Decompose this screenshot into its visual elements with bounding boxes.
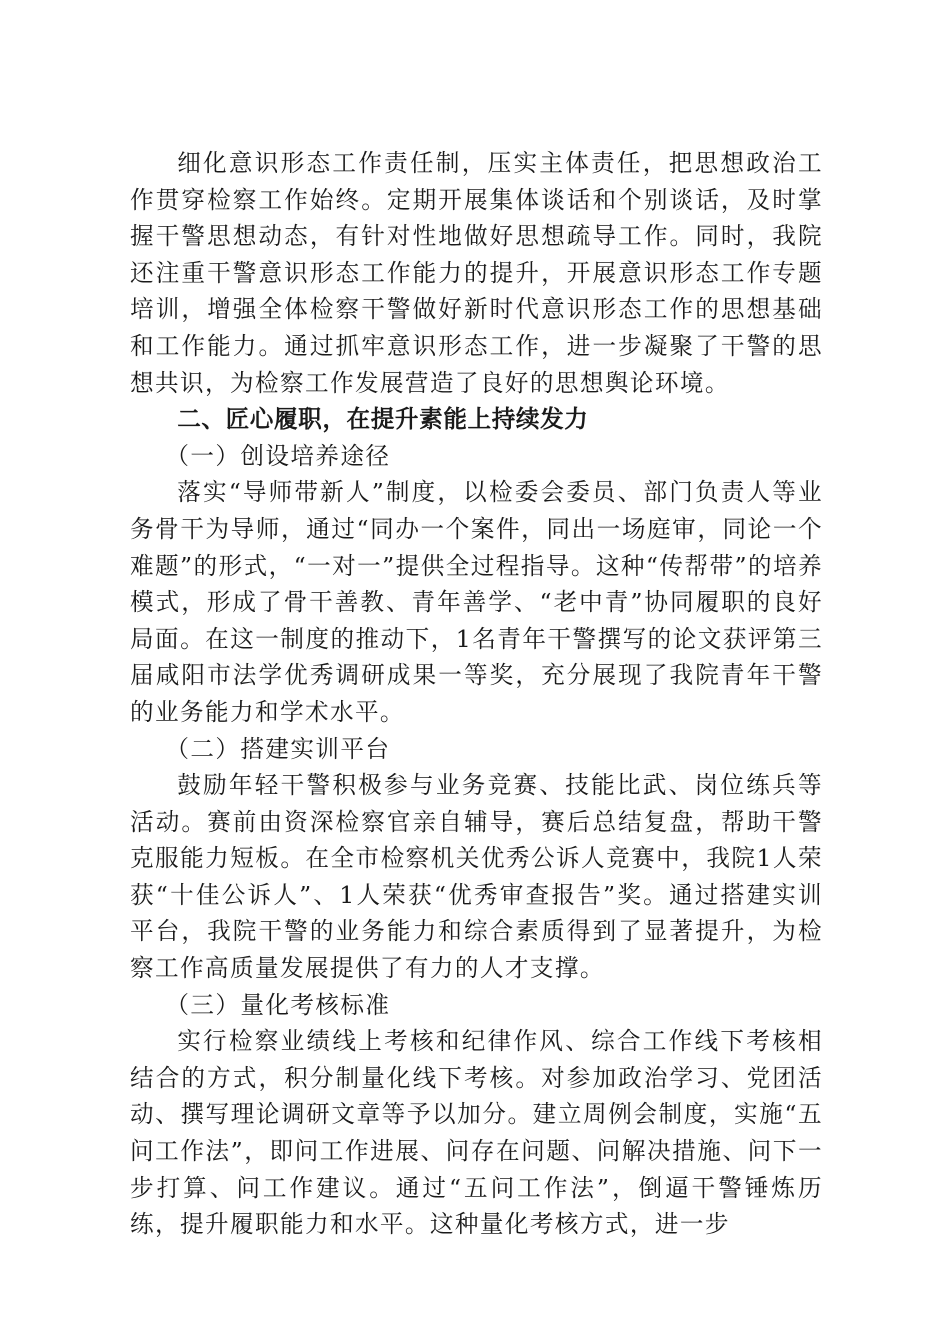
document-page — [130, 145, 823, 1243]
subsection-heading-3: （三）量化考核标准 — [165, 990, 391, 1019]
subsection-body-1: 落实“导师带新人”制度，以检委会委员、部门负责人等业务骨干为导师，通过“同办一个案件，同出一场庭审，同论一个难题”的形式，“一对一”提供全过程指导。这种“传帮带”的培养模式，形成了骨干善教、青年善学、“老中青”协同履职的良好局面。在这一制度的推动下，1名青年干警撰写的论文获评第三届咸阳市法学优秀调研成果一等奖，充分展现了我院青年干警的业务能力和学术水平。 — [130, 478, 823, 726]
subsection-body-3: 实行检察业绩线上考核和纪律作风、综合工作线下考核相结合的方式，积分制量化线下考核。对参加政治学习、党团活动、撰写理论调研文章等予以加分。建立周例会制度，实施“五问工作法”，即问工作进展、问存在问题、问解决措施、问下一步打算、问工作建议。通过“五问工作法”，倒逼干警锤炼历练，提升履职能力和水平。这种量化考核方式，进一步 — [130, 1027, 823, 1239]
subsection-heading-2: （二）搭建实训平台 — [165, 734, 391, 763]
subsection-body-2: 鼓励年轻干警积极参与业务竞赛、技能比武、岗位练兵等活动。赛前由资深检察官亲自辅导，赛后总结复盘，帮助干警克服能力短板。在全市检察机关优秀公诉人竞赛中，我院1人荣获“十佳公诉人”、1人荣获“优秀审查报告”奖。通过搭建实训平台，我院干警的业务能力和综合素质得到了显著提升，为检察工作高质量发展提供了有力的人才支撑。 — [130, 771, 823, 983]
intro-paragraph: 细化意识形态工作责任制，压实主体责任，把思想政治工作贯穿检察工作始终。定期开展集体谈话和个别谈话，及时掌握干警思想动态，有针对性地做好思想疏导工作。同时，我院还注重干警意识形态工作能力的提升，开展意识形态工作专题培训，增强全体检察干警做好新时代意识形态工作的思想基础和工作能力。通过抓牢意识形态工作，进一步凝聚了干警的思想共识，为检察工作发展营造了良好的思想舆论环境。 — [130, 149, 823, 397]
subsection-heading-1: （一）创设培养途径 — [165, 441, 391, 470]
section-heading-2: 二、匠心履职，在提升素能上持续发力 — [177, 405, 589, 434]
